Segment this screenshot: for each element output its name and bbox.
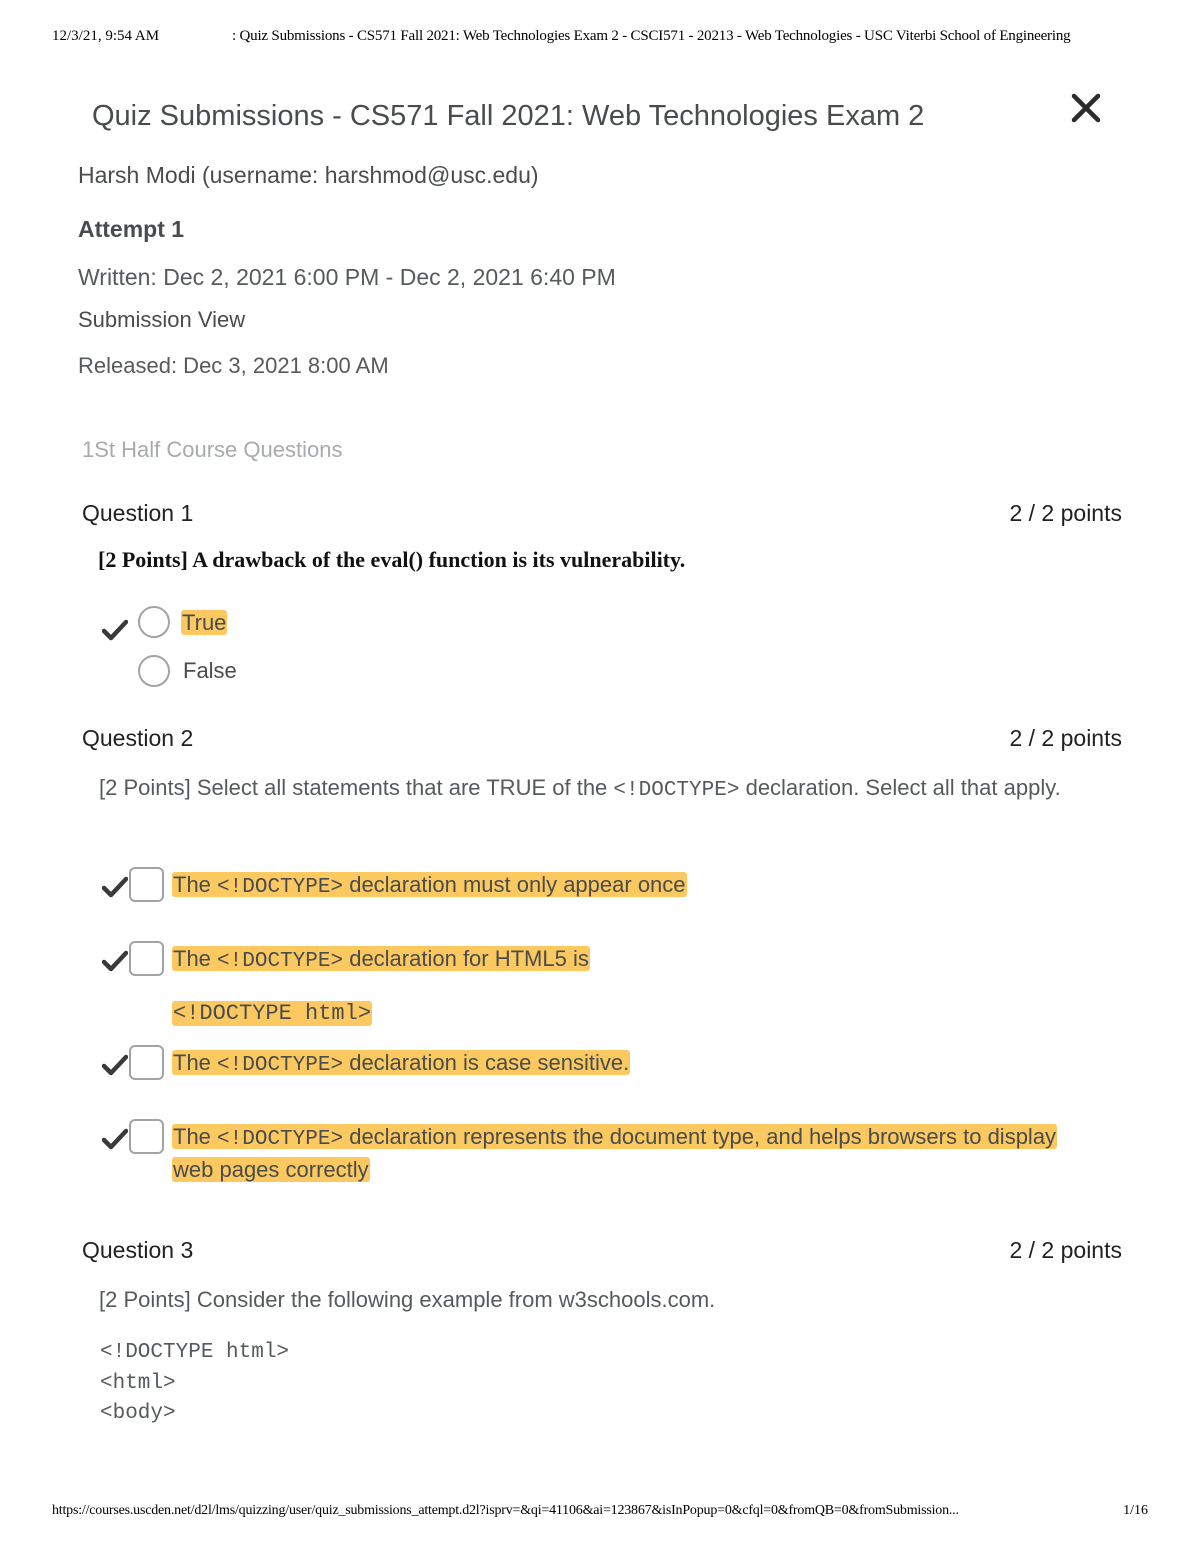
- checkmark-icon: [102, 950, 128, 972]
- radio-true[interactable]: [138, 606, 170, 638]
- checkbox-option-4[interactable]: [129, 1119, 164, 1154]
- option-2-code: <!DOCTYPE html>: [173, 1001, 372, 1026]
- option-label-3: The <!DOCTYPE> declaration is case sensitive.: [173, 1050, 630, 1077]
- checkbox-option-3[interactable]: [129, 1045, 164, 1080]
- print-date: 12/3/21, 9:54 AM: [52, 28, 160, 44]
- code-line: <html>: [100, 1371, 176, 1395]
- question-title: Question 3: [82, 1237, 194, 1263]
- question-2-text: [2 Points] Select all statements that are TRUE of the <!DOCTYPE> declaration. Select all that apply.: [99, 775, 1061, 802]
- question-points: 2 / 2 points: [1009, 725, 1122, 751]
- quiz-title: Quiz Submissions - CS571 Fall 2021: Web Technologies Exam 2: [92, 100, 925, 132]
- question-title: Question 2: [82, 725, 194, 751]
- checkmark-icon: [102, 1128, 128, 1150]
- attempt-label: Attempt 1: [78, 216, 185, 242]
- print-url: https://courses.uscden.net/d2l/lms/quizzing/user/quiz_submissions_attempt.d2l?isprv=&qi=41106&ai=123867&isInPopup=0&cfql=0&fromQB=0&fromSubmission...: [52, 1503, 959, 1518]
- option-label-false: False: [183, 658, 237, 683]
- user-info: Harsh Modi (username: harshmod@usc.edu): [78, 162, 539, 188]
- question-points: 2 / 2 points: [1009, 1237, 1122, 1263]
- option-label-1: The <!DOCTYPE> declaration must only appear once: [173, 872, 686, 899]
- print-page-number: 1/16: [1123, 1503, 1148, 1518]
- checkmark-icon: [102, 876, 128, 898]
- code-line: <body>: [100, 1402, 176, 1425]
- print-header: [52, 28, 1148, 50]
- released-date: Released: Dec 3, 2021 8:00 AM: [78, 353, 389, 378]
- checkbox-option-1[interactable]: [129, 867, 164, 902]
- checkmark-icon: [102, 1054, 128, 1076]
- section-title: 1St Half Course Questions: [82, 437, 343, 462]
- close-x-icon: [1066, 88, 1106, 128]
- option-label-true: True: [182, 610, 227, 635]
- submission-view-label: Submission View: [78, 307, 246, 332]
- written-dates: Written: Dec 2, 2021 6:00 PM - Dec 2, 2021 6:40 PM: [78, 264, 616, 290]
- close-button[interactable]: [1066, 88, 1106, 128]
- question-3-text: [2 Points] Consider the following example from w3schools.com.: [99, 1287, 716, 1312]
- checkmark-icon: [102, 619, 128, 641]
- radio-false[interactable]: [138, 655, 170, 687]
- code-example: [100, 1338, 289, 1430]
- question-points: 2 / 2 points: [1009, 500, 1122, 526]
- print-page-title: : Quiz Submissions - CS571 Fall 2021: Web Technologies Exam 2 - CSCI571 - 20213 - Web Technologies - USC Viterbi School of Engineering: [232, 28, 1071, 44]
- question-title: Question 1: [82, 500, 194, 526]
- checkbox-option-2[interactable]: [129, 941, 164, 976]
- code-line: <!DOCTYPE html>: [100, 1341, 290, 1364]
- question-1-text: [2 Points] A drawback of the eval() function is its vulnerability.: [98, 547, 686, 572]
- print-footer: [52, 1503, 1148, 1525]
- option-label-4: The <!DOCTYPE> declaration represents the document type, and helps browsers to display web pages correctly: [173, 1124, 1057, 1182]
- option-label-2: The <!DOCTYPE> declaration for HTML5 is: [173, 946, 589, 973]
